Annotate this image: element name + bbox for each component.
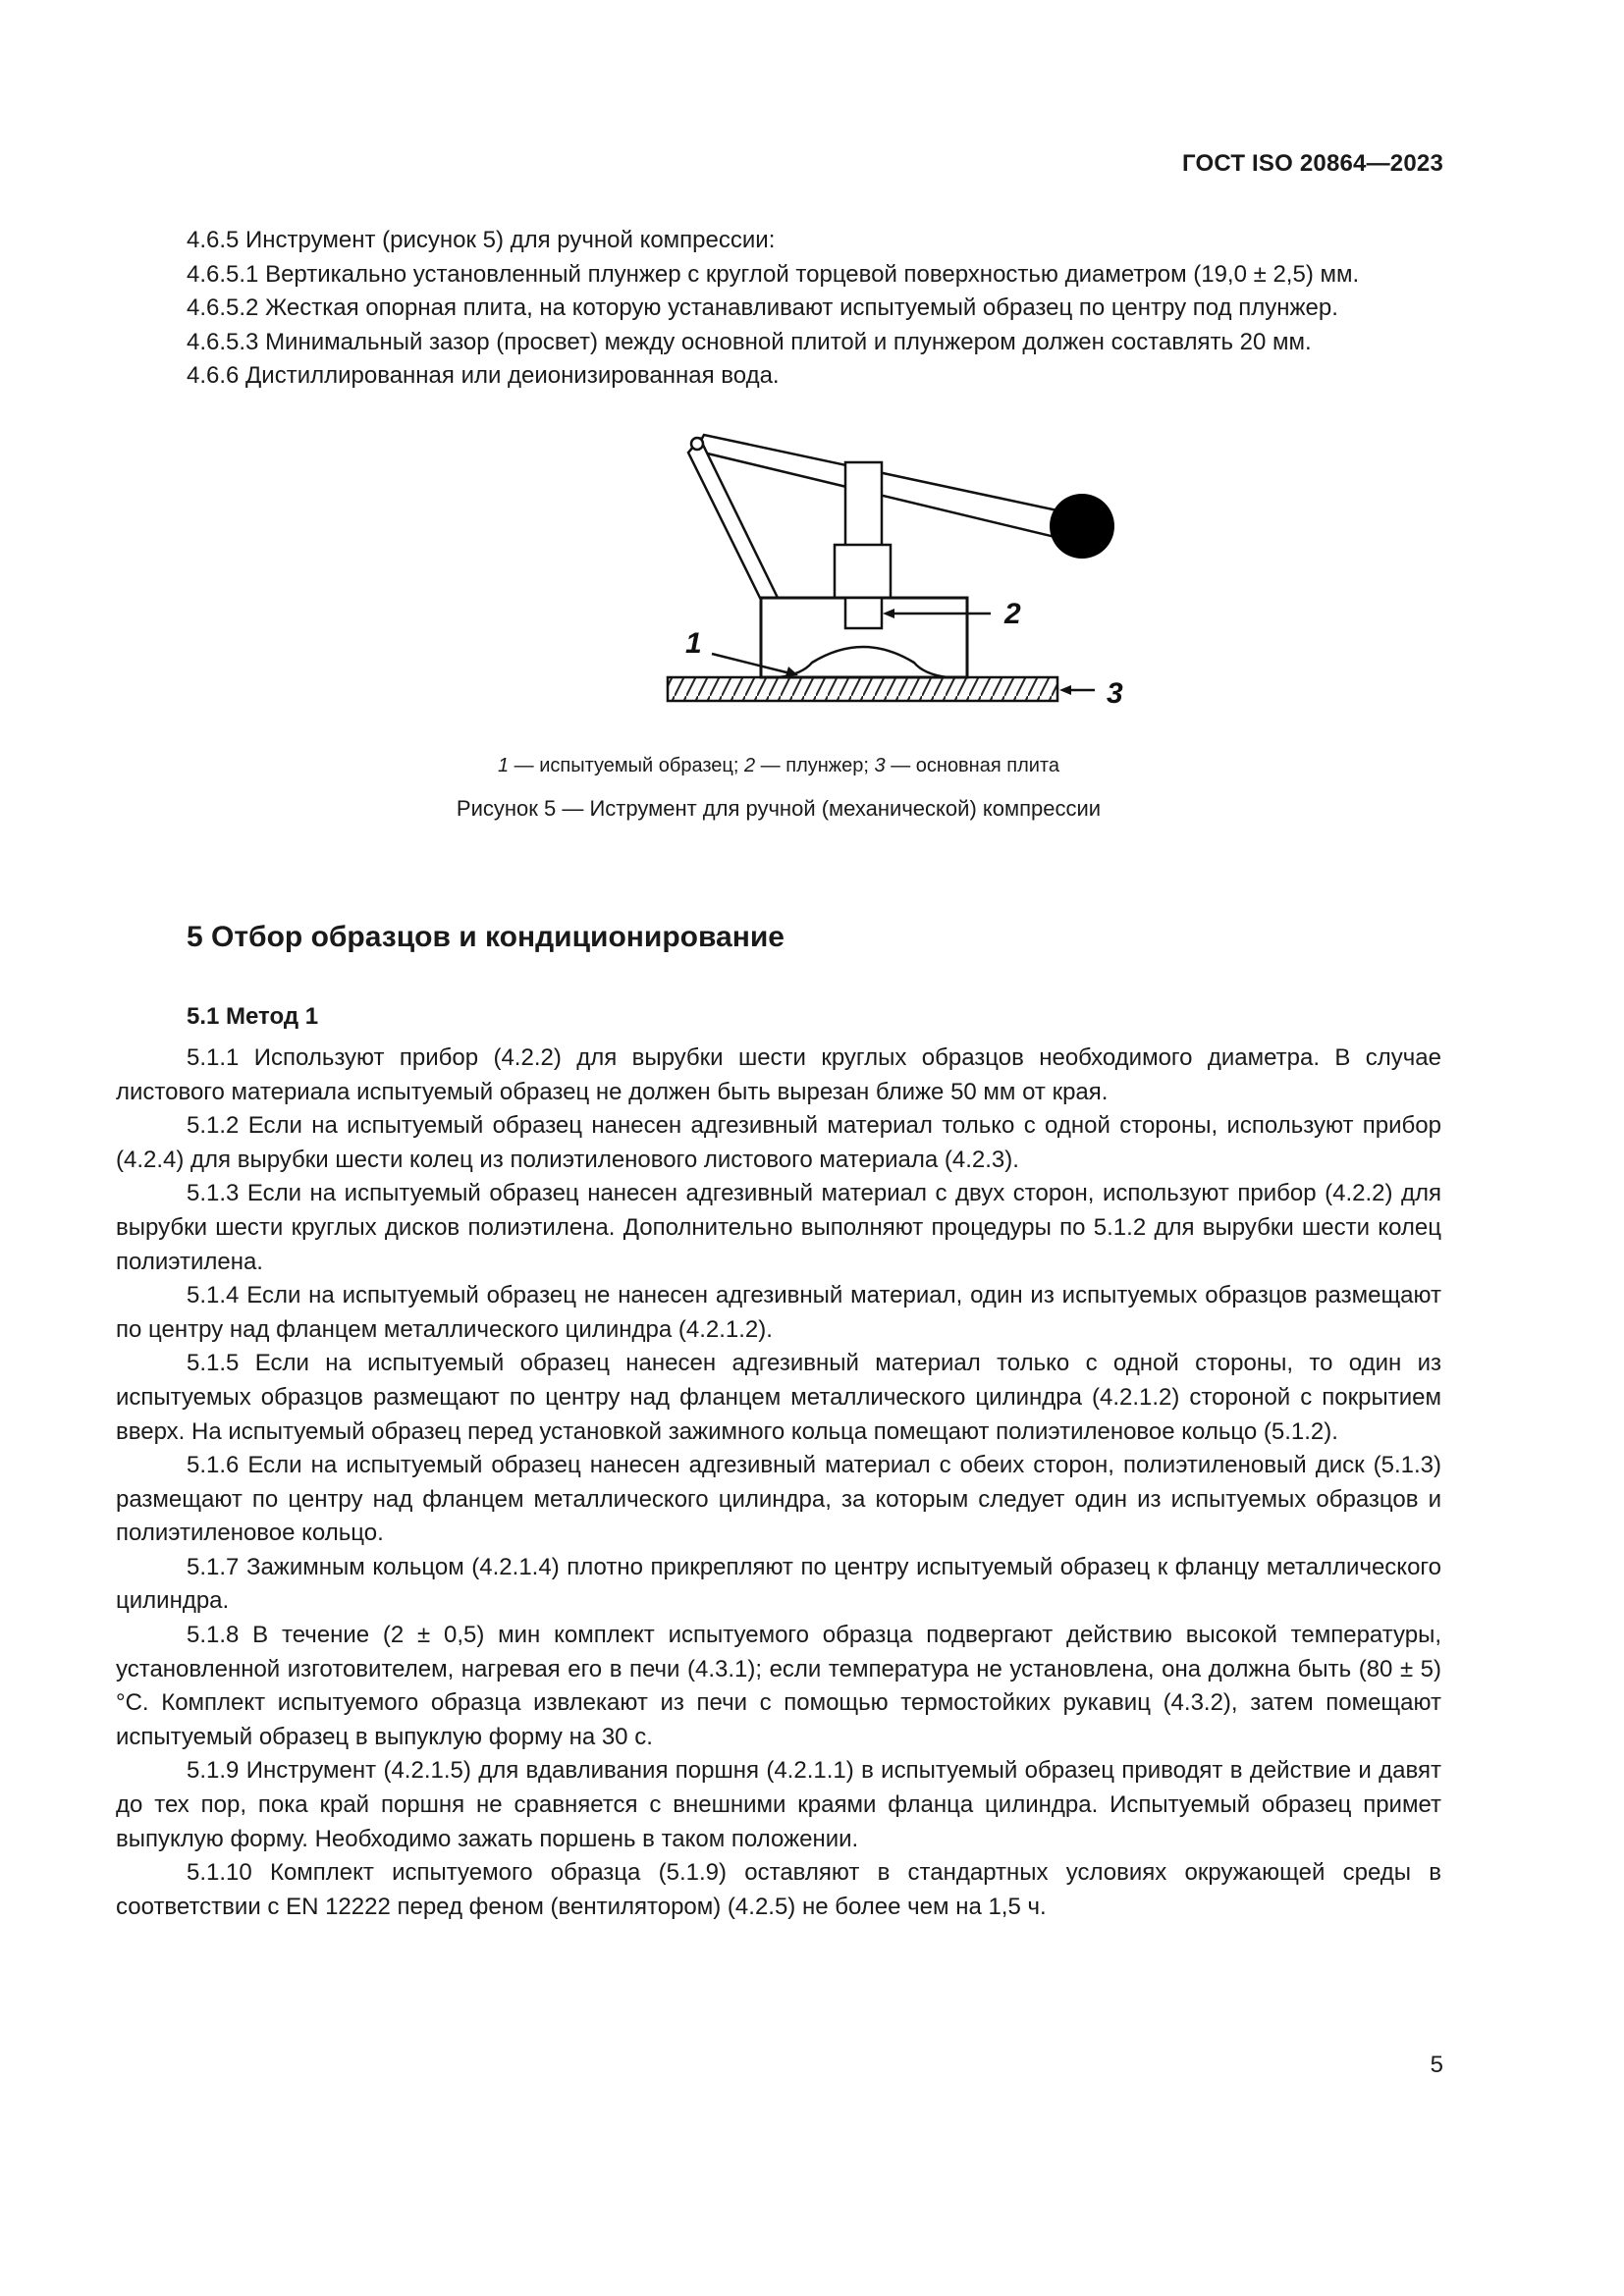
paragraph-5-1-4: 5.1.4 Если на испытуемый образец не нанесен адгезивный материал, один из испытуемых образцов размещают по центру над фланцем металлического цилиндра (4.2.1.2). (116, 1282, 1441, 1343)
paragraph-5-1-3: 5.1.3 Если на испытуемый образец нанесен адгезивный материал с двух сторон, используют прибор (4.2.2) для вырубки шести круглых дисков полиэтилена. Дополнительно выполняют процедуры по 5.1.2 для вырубки шести колец полиэтилена. (116, 1180, 1441, 1275)
paragraph-5-1-6: 5.1.6 Если на испытуемый образец нанесен адгезивный материал с обеих сторон, полиэтиленовый диск (5.1.3) размещают по центру над фланцем металлического цилиндра, за которым следует один из испытуемых образцов и полиэтиленовое кольцо. (116, 1452, 1441, 1547)
legend-text-3: — основная плита (885, 754, 1059, 776)
legend-num-3: 3 (874, 754, 886, 776)
lever-arm (695, 435, 1085, 541)
legend-text-2: — плунжер; (755, 754, 875, 776)
paragraph-5-1-1: 5.1.1 Используют прибор (4.2.2) для вырубки шести круглых образцов необходимого диаметра. В случае листового материала испытуемый образец не должен быть вырезан ближе 50 мм от края. (116, 1043, 1441, 1105)
paragraph-4-6-5-3: 4.6.5.3 Минимальный зазор (просвет) между основной плитой и плунжером должен составлять 20 мм. (187, 328, 1312, 355)
paragraph-5-1-9: 5.1.9 Инструмент (4.2.1.5) для вдавливания поршня (4.2.1.1) в испытуемый образец приводят в действие и давят до тех пор, пока край поршня не сравняется с внешними краями фланца цилиндра. Испытуемый образец примет выпуклую форму. Необходимо зажать поршень в таком положении. (116, 1757, 1441, 1852)
section-title: 5 Отбор образцов и кондиционирование (187, 920, 785, 953)
plunger-tip (845, 598, 882, 628)
label-3: 3 (1107, 676, 1123, 710)
paragraph-5-1-8: 5.1.8 В течение (2 ± 0,5) мин комплект испытуемого образца подвергают действию высокой температуры, установленной изготовителем, нагревая его в печи (4.3.1); если температура не установлена, она должна быть (80 ± 5) °С. Комплект испытуемого образца извлекают из печи с помощью термостойких рукавиц (4.3.2), затем помещают испытуемый образец в выпуклую форму на 30 с. (116, 1622, 1441, 1750)
base-plate (668, 677, 1057, 701)
paragraph-4-6-5-1: 4.6.5.1 Вертикально установленный плунжер с круглой торцевой поверхностью диаметром (19,0 ± 2,5) мм. (187, 260, 1360, 288)
paragraph-5-1-2: 5.1.2 Если на испытуемый образец нанесен адгезивный материал только с одной стороны, используют прибор (4.2.4) для вырубки шести колец из полиэтиленового листового материала (4.2.3). (116, 1112, 1441, 1173)
subsection-title: 5.1 Метод 1 (187, 1002, 319, 1030)
label-2: 2 (1004, 597, 1021, 630)
paragraph-4-6-5-2: 4.6.5.2 Жесткая опорная плита, на которую устанавливают испытуемый образец по центру под плунжер. (187, 294, 1338, 322)
plunger-cylinder (835, 545, 891, 598)
page-content (116, 224, 1441, 1924)
label-1: 1 (685, 626, 702, 660)
paragraph-4-6-6: 4.6.6 Дистиллированная или деионизированная вода. (187, 362, 780, 390)
legend-num-2: 2 (744, 754, 756, 776)
paragraph-5-1-10: 5.1.10 Комплект испытуемого образца (5.1.9) оставляют в стандартных условиях окружающей среды в соответствии с EN 12222 перед феном (вентилятором) (4.2.5) не более чем на 1,5 ч. (116, 1859, 1441, 1920)
document-code-header: ГОСТ ISO 20864—2023 (1182, 150, 1443, 177)
arrow-3 (1059, 685, 1071, 695)
page-number: 5 (1430, 2052, 1443, 2078)
compression-tool-diagram (545, 413, 1123, 737)
figure-5 (116, 401, 1441, 861)
paragraph-4-6-5: 4.6.5 Инструмент (рисунок 5) для ручной компрессии: (187, 227, 776, 253)
pivot-circle (691, 438, 703, 450)
lever-knob (1050, 494, 1114, 559)
figure-legend (116, 755, 1441, 777)
paragraph-5-1-5: 5.1.5 Если на испытуемый образец нанесен адгезивный материал только с одной стороны, то один из испытуемых образцов размещают по центру над фланцем металлического цилиндра (4.2.1.2) стороной с покрытием вверх. На испытуемый образец перед установкой зажимного кольца помещают полиэтиленовое кольцо (5.1.2). (116, 1350, 1441, 1445)
legend-text-1: — испытуемый образец; (509, 754, 744, 776)
plunger-rod (845, 462, 882, 547)
legend-num-1: 1 (498, 754, 510, 776)
figure-caption: Рисунок 5 — Иструмент для ручной (механической) компрессии (456, 795, 1102, 821)
paragraph-5-1-7: 5.1.7 Зажимным кольцом (4.2.1.4) плотно прикрепляют по центру испытуемый образец к фланцу металлического цилиндра. (116, 1553, 1441, 1615)
